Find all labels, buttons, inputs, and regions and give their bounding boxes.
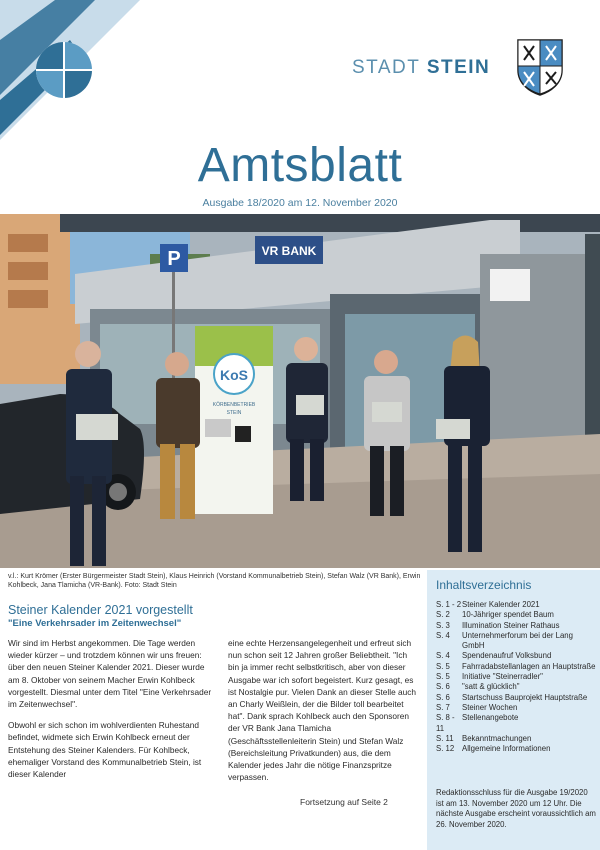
toc-text: Startschuss Bauprojekt Hauptstraße: [462, 692, 588, 702]
city-crest-icon: [516, 36, 564, 96]
toc-item[interactable]: [436, 631, 596, 652]
article-headline: Steiner Kalender 2021 vorgestellt: [8, 603, 193, 617]
toc-text: Steiner Kalender 2021: [462, 600, 540, 609]
article-paragraph: Wir sind im Herbst angekommen. Die Tage werden wieder kürzer – und trotzdem können wir uns freuen: über den neuen Steiner Kalender 2021. Dieser wurde am 8. Oktober von seinem Macher Erwin Kohlbeck vorgestellt. Diesmal unter dem Titel "Eine Verkehrsader im Zeitenwechsel".: [8, 638, 212, 710]
toc-page: S. 3: [436, 620, 450, 630]
article-paragraph: Obwohl er sich schon im wohlverdienten Ruhestand befindet, widmete sich Erwin Kohlbeck erneut der Entstehung des Steiner Kalenders. Für Kohlbeck, ehemaliger Vorstand des Kommunalbetrieb Stein, ist dieser Kalender: [8, 720, 202, 780]
banner-text: KÖRBENBETRIEB: [212, 402, 256, 408]
issue-line: Ausgabe 18/2020 am 12. November 2020: [202, 197, 398, 209]
toc-text: Initiative "Steinerradler": [462, 672, 543, 682]
stadt-stein-logo: [0, 0, 140, 140]
cover-photo: [0, 214, 600, 568]
toc-page: S. 11: [436, 733, 454, 743]
photo-caption: v.l.: Kurt Krömer (Erster Bürgermeister Stadt Stein), Klaus Heinrich (Vorstand Kommunalbetrieb Stein), Stefan Walz (VR Bank), Erwin Kohlbeck, Jana Tlamicha (VR-Bank). Foto: Stadt Stein: [8, 573, 421, 589]
toc-page: S. 6: [436, 682, 450, 692]
toc-page: S. 2: [436, 610, 450, 620]
toc-item[interactable]: [436, 651, 596, 661]
toc-item[interactable]: [436, 672, 596, 682]
article-paragraph: eine echte Herzensangelegenheit und erfreut sich nun schon seit 12 Jahren großer Beliebtheit. "Ich bin ja immer recht selbstkritisch, aber von dieser Ausgabe war ich sofort begeistert. Kurz gesagt, es ist Nostalgie pur. Vielen Dank an dieser Stelle auch an Charly Weißlein, der die Bilder toll bearbeitet hat". Dank sprach Kohlbeck auch den Sponsoren der VR Bank Jana Tlamicha (Geschäftsstellenleiterin Stein) und Stefan Walz (Bereichsleitung Privatkunden) aus, die dem Kalender jedes Jahr die nötige Finanzspritze verpassen.: [228, 638, 417, 783]
toc-item[interactable]: [436, 734, 596, 744]
toc-item[interactable]: [436, 713, 596, 734]
toc-item[interactable]: [436, 693, 596, 703]
article-column-2: [228, 637, 418, 792]
bank-sign: VR BANK: [261, 244, 317, 258]
toc-page: S. 7: [436, 702, 450, 712]
toc-text: Unternehmerforum bei der Lang GmbH: [462, 630, 573, 651]
toc-page: S. 5: [436, 661, 450, 671]
toc-text: Illumination Steiner Rathaus: [462, 620, 560, 630]
toc-text: Spendenaufruf Volksbund: [462, 651, 552, 661]
toc-text: Stellenangebote: [462, 713, 519, 723]
city-name: [352, 57, 490, 79]
toc-page: S. 12: [436, 744, 455, 754]
toc-item[interactable]: [436, 662, 596, 672]
page-title: Amtsblatt: [197, 139, 403, 192]
city-name-light: STADT: [352, 57, 421, 78]
continued-note: Fortsetzung auf Seite 2: [300, 797, 388, 807]
toc-list: [436, 600, 596, 754]
toc-page: S. 4: [436, 630, 450, 640]
article-column-1: [8, 637, 213, 789]
toc-text: Fahrradabstellanlagen an Hauptstraße: [462, 661, 596, 671]
toc-item[interactable]: [436, 621, 596, 631]
toc-item[interactable]: [436, 744, 596, 754]
toc-page: S. 8 - 11: [436, 713, 455, 733]
city-name-bold: STEIN: [426, 57, 491, 78]
toc-page: S. 6: [436, 692, 450, 702]
deadline-note: Redaktionsschluss für die Ausgabe 19/2020 ist am 13. November 2020 um 12 Uhr. Die nächste Ausgabe erscheint voraussichtlich am 26. November 2020.: [436, 788, 596, 829]
toc-text: 10-Jähriger spendet Baum: [462, 610, 554, 620]
banner-sub: STEIN: [226, 410, 242, 416]
toc-page: S. 4: [436, 651, 450, 661]
svg-text:KoS: KoS: [220, 367, 248, 383]
toc-text: Allgemeine Informationen: [462, 744, 551, 754]
toc-page: S. 1 - 2: [436, 600, 462, 609]
toc-text: "satt & glücklich": [462, 682, 520, 692]
toc-title: Inhaltsverzeichnis: [436, 578, 532, 592]
toc-text: Steiner Wochen: [462, 702, 518, 712]
parking-sign: P: [167, 248, 181, 270]
toc-page: S. 5: [436, 672, 450, 682]
toc-text: Bekanntmachungen: [462, 733, 532, 743]
toc-item[interactable]: [436, 610, 596, 620]
toc-item[interactable]: [436, 600, 596, 610]
toc-item[interactable]: [436, 703, 596, 713]
article-subheadline: "Eine Verkehrsader im Zeitenwechsel": [8, 618, 182, 629]
toc-item[interactable]: [436, 682, 596, 692]
